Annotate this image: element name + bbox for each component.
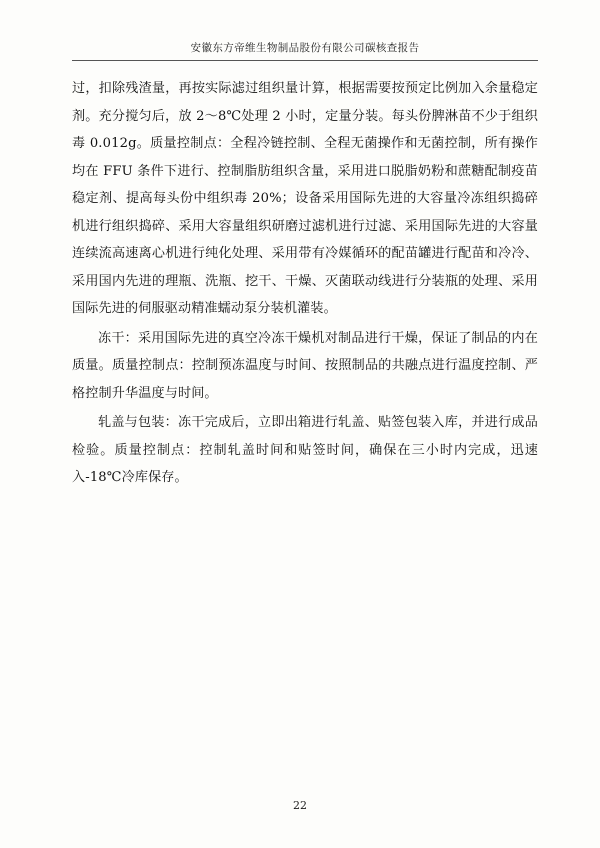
paragraph: 过，扣除残渣量，再按实际滤过组织量计算，根据需要按预定比例加入余量稳定剂。充分搅匀后，放 2～8℃处理 2 小时，定量分装。每头份脾淋苗不少于组织毒 0.012g。质量控制点：全程冷链控制、全程无菌操作和无菌控制，所有操作均在 FFU 条件下进行、控制脂肪组织含量，采用进口脱脂奶粉和蔗糖配制疫苗稳定剂、提高每头份中组织毒 20%；设备采用国际先进的大容量冷冻组织捣碎机进行组织捣碎、采用大容量组织研磨过滤机进行过滤、采用国际先进的大容量连续流高速离心机进行纯化处理、采用带有冷媒循环的配苗罐进行配苗和冷冷、采用国内先进的理瓶、洗瓶、挖干、干燥、灭菌联动线进行分装瓶的处理、采用国际先进的伺服驱动精准蠕动泵分装机灌装。: [72, 81, 538, 316]
body-text: [72, 75, 538, 492]
paragraph: 轧盖与包装：冻干完成后，立即出箱进行轧盖、贴签包装入库，并进行成品检验。质量控制点：控制轧盖时间和贴签时间，确保在三小时内完成，迅速入-18℃冷库保存。: [72, 415, 538, 485]
page-content-area: [72, 40, 538, 808]
paragraph: 冻干：采用国际先进的真空冷冻干燥机对制品进行干燥，保证了制品的内在质量。质量控制点：控制预冻温度与时间、按照制品的共融点进行温度控制、严格控制升华温度与时间。: [72, 330, 538, 401]
page-number: 22: [293, 799, 307, 812]
header-divider: [72, 60, 538, 61]
page-header: 安徽东方帝维生物制品股份有限公司碳核查报告: [190, 42, 420, 54]
